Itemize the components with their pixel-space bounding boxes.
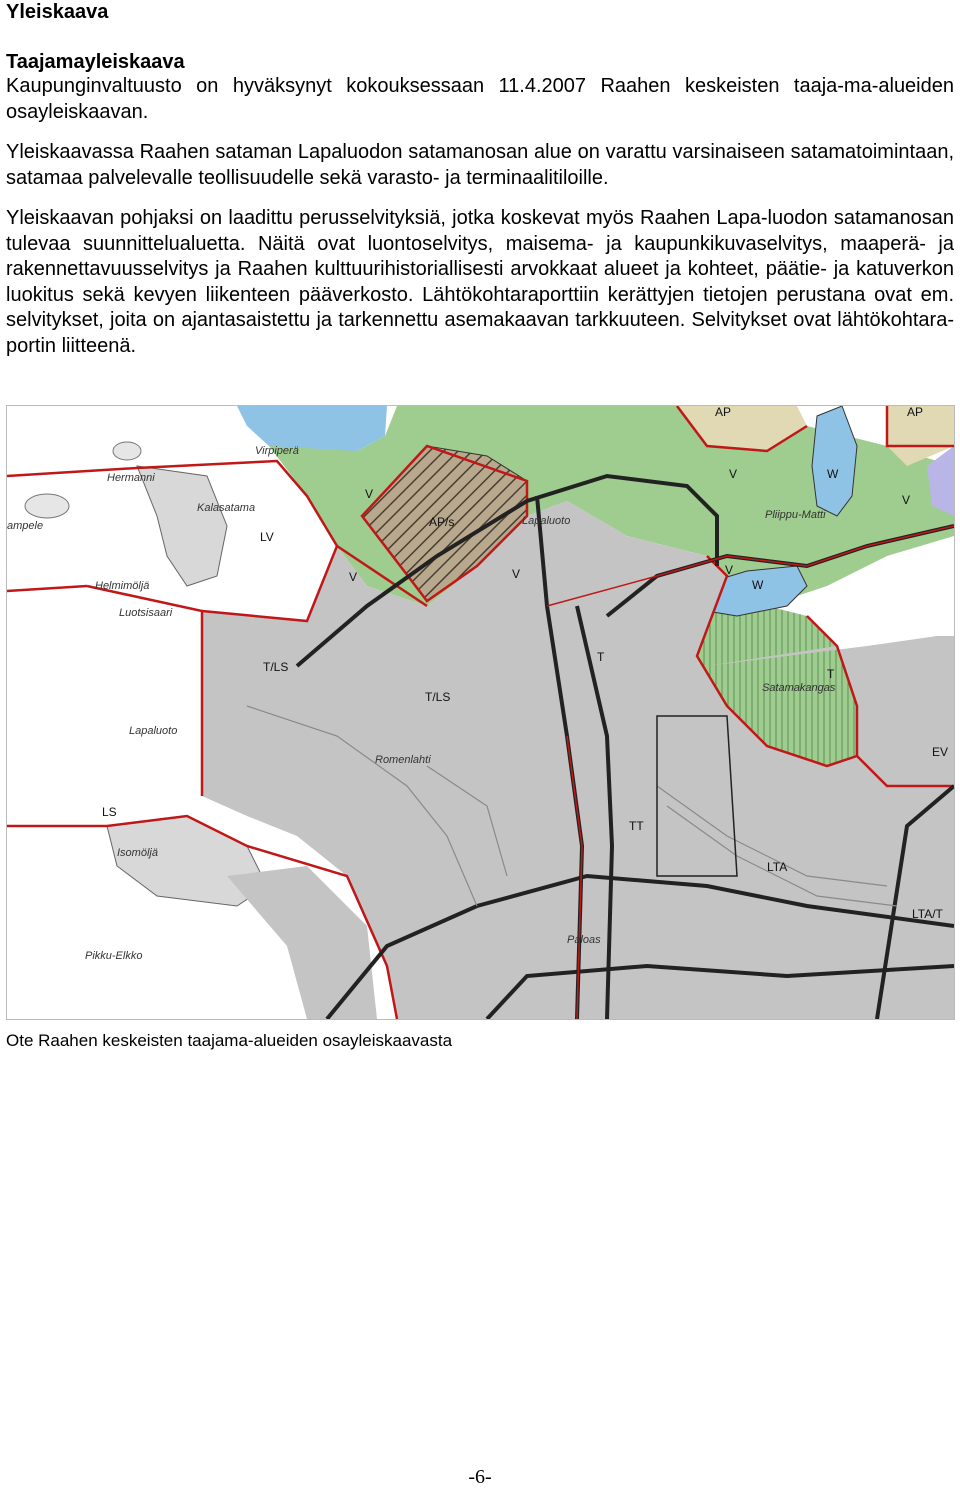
zone-label-v-4: V [729, 467, 738, 481]
zone-label-lta-t: LTA/T [912, 907, 943, 921]
place-hermanni: Hermanni [107, 472, 155, 484]
zone-label-tls-2: T/LS [425, 690, 451, 704]
zone-label-v-2: V [349, 570, 358, 584]
zone-label-lv: LV [260, 530, 274, 544]
page-number: -6- [468, 1466, 492, 1488]
zone-label-t-1: T [597, 650, 605, 664]
zone-label-v-3: V [512, 567, 521, 581]
place-pliippu-matti: Pliippu-Matti [765, 509, 826, 521]
zone-label-v-1: V [365, 487, 374, 501]
zone-label-ap-2: AP [907, 406, 924, 419]
zone-label-w-2: W [752, 578, 764, 592]
zone-label-ap-1: AP [715, 406, 732, 419]
place-ampele: ampele [7, 520, 44, 532]
zoning-map-drawing [7, 406, 954, 1019]
zone-label-ev: EV [932, 745, 949, 759]
zone-label-v-5: V [725, 563, 734, 577]
zone-label-w-1: W [827, 467, 839, 481]
place-isomolja: Isomöljä [117, 847, 158, 859]
zone-label-v-6: V [902, 493, 911, 507]
place-kalasatama: Kalasatama [197, 502, 256, 514]
place-virpipera: Virpiperä [255, 445, 299, 457]
map-caption: Ote Raahen keskeisten taajama-alueiden osayleiskaavasta [6, 1031, 453, 1050]
island-hermanni [113, 442, 141, 460]
place-satamakangas: Satamakangas [762, 682, 836, 694]
page-heading: Yleiskaava [6, 1, 109, 23]
place-romenlahti: Romenlahti [375, 754, 431, 766]
place-lapaluoto-west: Lapaluoto [129, 725, 178, 737]
section-heading: Taajamayleiskaava [6, 51, 185, 73]
zone-label-ls: LS [102, 805, 117, 819]
place-lapaluoto-north: Lapaluoto [522, 515, 571, 527]
place-helmimolja: Helmimöljä [95, 580, 150, 592]
zone-label-tls-1: T/LS [263, 660, 289, 674]
place-luotsisaari: Luotsisaari [119, 607, 173, 619]
paragraph-1: Kaupunginvaltuusto on hyväksynyt kokouksessaan 11.4.2007 Raahen keskeisten taaja-ma-alueiden osayleiskaavan. [6, 75, 954, 123]
zone-label-tt: TT [629, 819, 644, 833]
place-paloas: Paloas [567, 934, 601, 946]
paragraph-2: Yleiskaavassa Raahen sataman Lapaluodon satamanosan alue on varattu varsinaiseen satamatoimintaan, satamaa palvelevalle teollisuudelle sekä varasto- ja terminaalitiloille. [6, 141, 954, 189]
paragraph-3: Yleiskaavan pohjaksi on laadittu perusselvityksiä, jotka koskevat myös Raahen Lapa-luodon satamanosan tulevaa suunnittelualuetta. Näitä ovat luontoselvitys, maisema- ja kaupunkikuvaselvitys, maaperä- ja rakennettavuusselvitys ja Raahen kulttuurihistoriallisesti arvokkaat alueet ja kohteet, päätie- ja katuverkon luokitus sekä kevyen liikenteen pääverkosto. Lähtökohtaraporttiin kerättyjen tietojen perustana ovat em. selvitykset, joita on ajantasaistettu ja tarkennettu asemakaavan tarkkuuteen. Selvitykset ovat lähtökohtara-portin liitteenä. [6, 207, 954, 357]
place-pikku-elkko: Pikku-Elkko [85, 950, 143, 962]
zone-label-lta: LTA [767, 860, 788, 874]
zoning-map [6, 405, 955, 1020]
zone-label-aps: AP/s [429, 515, 455, 529]
zone-label-t-2: T [827, 667, 835, 681]
island-west [25, 494, 69, 518]
